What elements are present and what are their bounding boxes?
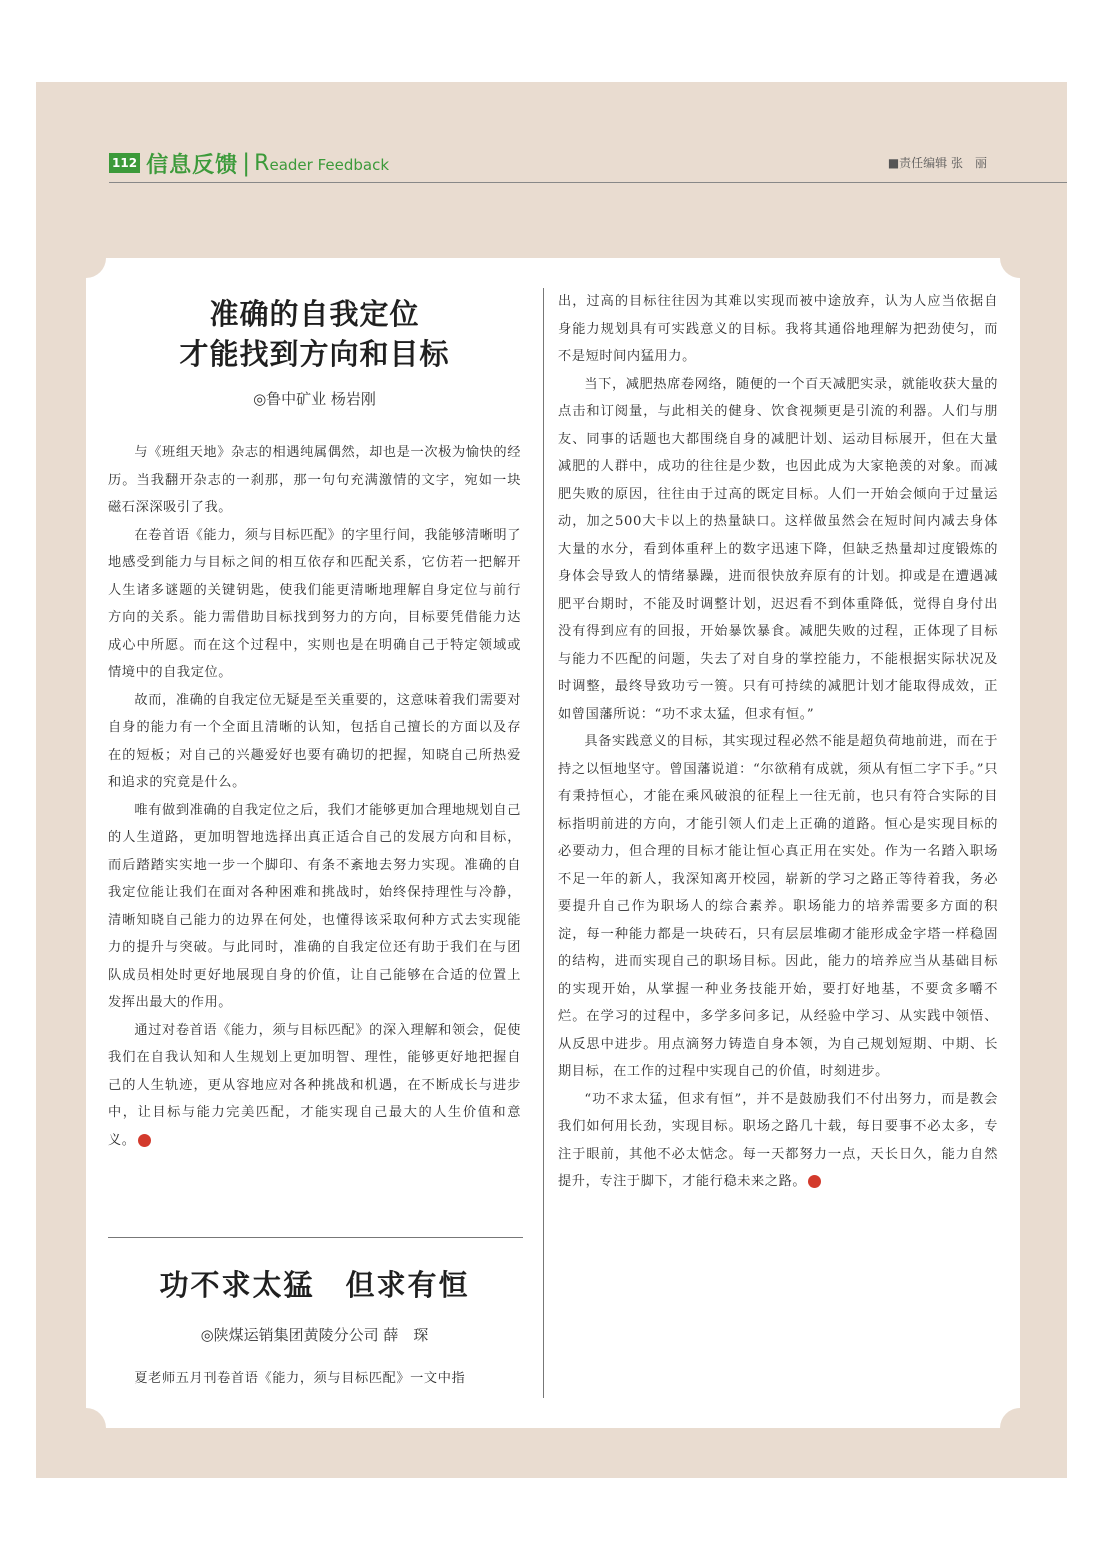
paragraph: 通过对卷首语《能力，须与目标匹配》的深入理解和领会，促使我们在自我认知和人生规划上更加明智、理性，能够更好地把握自己的人生轨迹，更从容地应对各种挑战和机遇，在不断成长与进步中，让目标与能力完美匹配，才能实现自己最大的人生价值和意义。 <box>108 1022 521 1148</box>
paragraph: 夏老师五月刊卷首语《能力，须与目标匹配》一文中指 <box>134 1371 466 1386</box>
paragraph: 与《班组天地》杂志的相遇纯属偶然，却也是一次极为愉快的经历。当我翻开杂志的一刹那，那一句句充满激情的文字，宛如一块磁石深深吸引了我。 <box>108 445 521 515</box>
paragraph: 唯有做到准确的自我定位之后，我们才能够更加合理地规划自己的人生道路，更加明智地选择出真正适合自己的发展方向和目标，而后踏踏实实地一步一个脚印、有条不紊地去努力实现。准确的自我定位能让我们在面对各种困难和挑战时，始终保持理性与冷静，清晰知晓自己能力的边界在何处，也懂得该采取何种方式去实现能力的提升与突破。与此同时，准确的自我定位还有助于我们在与团队成员相处时更好地展现自身的价值，让自己能够在合适的位置上发挥出最大的作用。 <box>108 802 521 1010</box>
paragraph: 出，过高的目标往往因为其难以实现而被中途放弃，认为人应当依据自身能力规划具有可实践意义的目标。我将其通俗地理解为把劲使匀，而不是短时间内猛用力。 <box>558 294 998 364</box>
paragraph: 在卷首语《能力，须与目标匹配》的字里行间，我能够清晰明了地感受到能力与目标之间的相互依存和匹配关系，它仿若一把解开人生诸多谜题的关键钥匙，使我们能更清晰地理解自身定位与前行方向的关系。能力需借助目标找到努力的方向，目标要凭借能力达成心中所愿。而在这个过程中，实则也是在明确自己于特定领域或情境中的自我定位。 <box>108 527 521 680</box>
section-divider: | <box>242 149 251 177</box>
corner-notch <box>1000 1408 1040 1448</box>
article1-body <box>108 439 521 1154</box>
corner-notch <box>1000 238 1040 278</box>
page-number: 112 <box>109 153 140 173</box>
paragraph: “功不求太猛，但求有恒”，并不是鼓励我们不付出努力，而是教会我们如何用长劲，实现目标。职场之路几十载，每日要事不必太多，专注于眼前，其他不必太惦念。每一天都努力一点，天长日久，能力自然提升，专注于脚下，才能行稳未来之路。 <box>558 1091 998 1189</box>
magazine-page <box>36 82 1067 1478</box>
article1-byline: ◎鲁中矿业 杨岩刚 <box>253 390 376 408</box>
column-rule <box>543 288 544 1398</box>
article-card <box>86 258 1020 1428</box>
page-header <box>109 148 389 178</box>
article1-title: 准确的自我定位 才能找到方向和目标 <box>179 297 450 371</box>
section-title-en: Reader Feedback <box>254 150 390 176</box>
paragraph: 具备实践意义的目标，其实现过程必然不能是超负荷地前进，而在于持之以恒地坚守。曾国藩说道：“尔欲稍有成就，须从有恒二字下手。”只有秉持恒心，才能在乘风破浪的征程上一往无前，也只有符合实际的目标指明前进的方向，才能引领人们走上正确的道路。恒心是实现目标的必要动力，但合理的目标才能让恒心真正用在实处。作为一名踏入职场不足一年的新人，我深知离开校园，崭新的学习之路正等待着我，务必要提升自己作为职场人的综合素养。职场能力的培养需要多方面的积淀，每一种能力都是一块砖石，只有层层堆砌才能形成金字塔一样稳固的结构，进而实现自己的职场目标。因此，能力的培养应当从基础目标的实现开始，从掌握一种业务技能开始，要打好地基，不要贪多嚼不烂。在学习的过程中，多学多问多记，从经验中学习、从实践中领悟、从反思中进步。用点滴努力铸造自身本领，为自己规划短期、中期、长期目标，在工作的过程中实现自己的价值，时刻进步。 <box>558 734 999 1079</box>
article-divider <box>108 1237 523 1238</box>
left-column <box>108 258 521 1386</box>
paragraph: 当下，减肥热席卷网络，随便的一个百天减肥实录，就能收获大量的点击和订阅量，与此相关的健身、饮食视频更是引流的利器。人们与朋友、同事的话题也大都围绕自身的减肥计划、运动目标展开，但在大量减肥的人群中，成功的往往是少数，也因此成为大家艳羡的对象。而减肥失败的原因，往往由于过高的既定目标。人们一开始会倾向于过量运动，加之500大卡以上的热量缺口。这样做虽然会在短时间内减去身体大量的水分，看到体重秤上的数字迅速下降，但缺乏热量却过度锻炼的身体会导致人的情绪暴躁，进而很快放弃原有的计划。抑或是在遭遇减肥平台期时，不能及时调整计划，迟迟看不到体重降低，觉得自身付出没有得到应有的回报，开始暴饮暴食。减肥失败的过程，正体现了目标与能力不匹配的问题，失去了对自身的掌控能力，不能根据实际状况及时调整，最终导致功亏一篑。只有可持续的减肥计划才能取得成效，正如曾国藩所说：“功不求太猛，但求有恒。” <box>558 376 999 722</box>
paragraph: 故而，准确的自我定位无疑是至关重要的，这意味着我们需要对自身的能力有一个全面且清晰的认知，包括自己擅长的方面以及存在的短板；对自己的兴趣爱好也要有确切的把握，知晓自己所热爱和追求的究竟是什么。 <box>108 692 521 790</box>
end-mark-icon <box>138 1134 151 1147</box>
article2-head <box>108 1263 521 1393</box>
end-mark-icon <box>808 1175 821 1188</box>
article2-title: 功不求太猛 但求有恒 <box>159 1268 470 1302</box>
right-column <box>558 288 998 1196</box>
corner-notch <box>66 238 106 278</box>
editor-credit: ■责任编辑 张 丽 <box>887 156 987 170</box>
section-title: 信息反馈 <box>146 152 239 178</box>
header-rule <box>109 182 1067 183</box>
corner-notch <box>66 1408 106 1448</box>
article2-byline: ◎陕煤运销集团黄陵分公司 薛 琛 <box>200 1326 429 1344</box>
